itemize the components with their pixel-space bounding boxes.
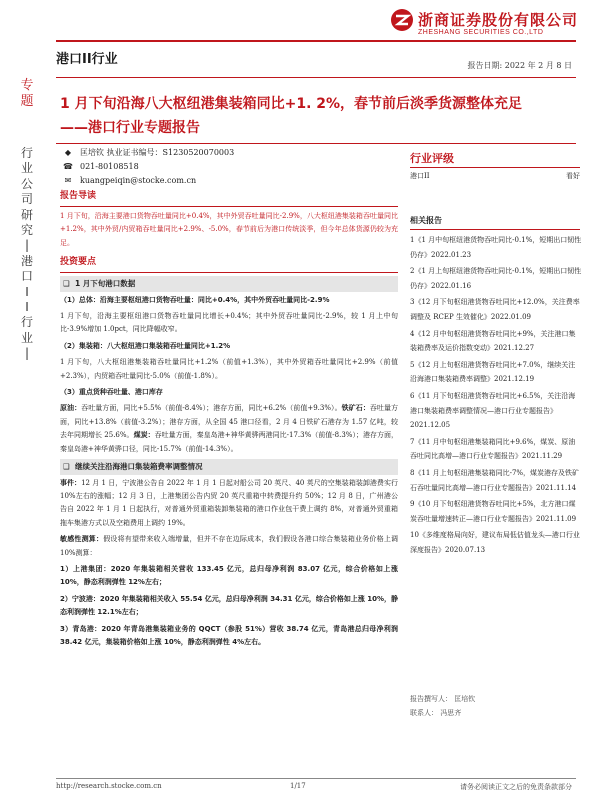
cargo-heading: （3）重点货种吞吐量、港口库存: [60, 388, 163, 397]
page-number: 1/17: [290, 782, 306, 790]
cargo-text: 原油：吞吐量方面，同比+5.5%（前值-8.4%）；港存方面，同比+6.2%（前值+9.3%）。铁矿石：吞吐量方面，同比+13.8%（前值-3.2%）；港存方面，从全国 45 港口径看，2 月 4 日铁矿石港存为 1.57 亿吨，较去年同期增长 25.6%。煤炭：吞吐量方面，秦皇岛港+神华黄骅两港同比-17.3%（前值-8.3%）；港存方面，秦皇岛港+神华黄骅口径，同比-15.7%（前值-14.3%）。: [60, 404, 399, 453]
rating-sector: 港口II: [410, 172, 430, 180]
related-report-item[interactable]: 6《11 月下旬枢纽港货物吞吐同比+6.5%，关注沿海港口集装箱费率调整情况—港口行业专题报告》2021.12.05: [410, 391, 576, 430]
rating-rule: [410, 167, 580, 168]
phone-icon: ☎: [63, 162, 73, 171]
report-contact: 联系人： 冯思齐: [410, 709, 462, 717]
title-rule: [56, 143, 576, 144]
header-divider: [56, 77, 576, 78]
related-rule: [410, 229, 580, 230]
logo-mark-icon: [390, 8, 414, 32]
report-authors: [410, 692, 580, 720]
sensitivity-item-shanghai: 1）上港集团：2020 年集装箱相关营收 133.45 亿元，总归母净利润 83.07 亿元，综合价格如上涨 10%，静态利润弹性 12%左右；: [60, 564, 398, 587]
industry-tag: 港口II行业: [56, 52, 118, 67]
report-body: [60, 190, 398, 652]
section-rule: [60, 272, 398, 273]
container-heading: （2）集装箱：八大枢纽港口集装箱吞吐量同比+1.2%: [60, 341, 231, 350]
footer-website[interactable]: http://research.stocke.com.cn: [56, 782, 162, 790]
section-rule: [60, 206, 398, 207]
total-throughput-heading: （1）总体：沿海主要枢纽港口货物吞吐量：同比+0.4%，其中外贸吞吐量同比-2.9%: [60, 295, 330, 304]
footer-rule: [56, 778, 576, 779]
section-fee-adjustment: ❑ 继续关注沿海港口集装箱费率调整情况: [60, 459, 398, 474]
related-report-item[interactable]: 3《12 月下旬枢纽港货物吞吐同比+12.0%，关注费率调整及 RCEP 生效催化》2022.01.09: [410, 298, 580, 321]
analyst-info: [62, 146, 234, 188]
analyst-phone: 021-80108518: [80, 162, 139, 171]
person-icon: ◆: [64, 148, 72, 157]
related-report-item[interactable]: 9《10 月下旬枢纽港货物吞吐同比+5%，北方港口煤炭吞吐量增速转正—港口行业专题报告》2021.11.09: [410, 500, 577, 523]
rating-row: [410, 171, 580, 181]
report-title: [60, 92, 590, 140]
investment-heading: 投资要点: [60, 257, 97, 268]
related-report-item[interactable]: 1《1 月中旬枢纽港货物吞吐同比-0.1%，短期出口韧性仍存》2022.01.23: [410, 236, 582, 259]
footer-disclaimer: 请务必阅读正文之后的免责条款部分: [460, 783, 572, 791]
brand-name-en: ZHESHANG SECURITIES CO.,LTD: [418, 29, 544, 36]
summary-heading: 报告导读: [60, 191, 97, 201]
related-report-item[interactable]: 7《11 月中旬枢纽港集装箱同比+9.6%，煤炭、原油吞吐同比高增—港口行业专题报告》2021.11.29: [410, 437, 576, 461]
sensitivity-text: 敏感性测算：假设将有望带来收入端增量，但并不存在边际成本，我们假设各港口综合集装箱业务价格上调 10%测算：: [60, 535, 399, 557]
event-text: 事件：12 月 1 日，宁波港公告自 2022 年 1 月 1 日起对船公司 20 英尺、40 英尺的空集装箱装卸港费实行 10%左右的涨幅；12 月 3 日，上港集团公告内贸 20 英尺重箱中转费提升约 50%；12 月 8 日，广州港公告自 2022 年 1 月 1 日起执行，对普通外贸重箱装卸集装箱的港口作业包干费上调约 8%，对普通外贸重箱拖车集港方式以及空箱费用上调约 19%。: [60, 478, 398, 527]
related-report-item[interactable]: 2《1 月上旬枢纽港货物吞吐同比-0.1%，短期出口韧性仍存》2022.01.16: [410, 267, 582, 290]
rating-value: 看好: [566, 172, 580, 180]
section-port-data: ❑ 1 月下旬港口数据: [60, 276, 398, 291]
report-date: 报告日期: 2022 年 2 月 8 日: [467, 61, 572, 70]
related-reports-title: 相关报告: [410, 216, 442, 225]
brand-name-cn: 浙商证券股份有限公司: [418, 11, 579, 29]
rating-title: 行业评级: [410, 152, 454, 165]
related-report-item[interactable]: 5《12 月上旬枢纽港货物吞吐同比+7.0%，继续关注沿海港口集装箱费率调整》2021.12.19: [410, 360, 576, 384]
related-report-item[interactable]: 10《多维度格局向好，建议布局低估值龙头—港口行业深度报告》2020.07.13: [410, 531, 580, 554]
title-subtitle: ——港口行业专题报告: [60, 120, 200, 136]
side-label-category: 行 业 公 司 研 究 | 港 口 I I 行 业 |: [20, 146, 33, 361]
sensitivity-item-qingdao: 3）青岛港：2020 年青岛港集装箱业务的 QQCT（参股 51%）营收 38.74 亿元，青岛港总归母净利润 38.42 亿元，集装箱价格如上涨 10%，静态利润弹性 4%左右。: [60, 624, 398, 646]
report-author: 报告撰写人： 匡培钦: [410, 695, 476, 703]
analyst-name: 匡培钦 执业证书编号：S1230520070003: [80, 148, 235, 157]
sensitivity-item-ningbo: 2）宁波港：2020 年集装箱相关收入 55.54 亿元，总归母净利润 34.31 亿元，综合价格如上涨 10%，静态利润弹性 12.1%左右；: [60, 594, 399, 617]
related-report-item[interactable]: 8《11 月上旬枢纽港集装箱同比-7%，煤炭港存及铁矿石吞吐量同比高增—港口行业专题报告》2021.11.14: [410, 468, 580, 492]
analyst-email[interactable]: kuangpeiqin@stocke.com.cn: [80, 176, 197, 185]
container-text: 1 月下旬，八大枢纽港集装箱吞吐量同比+1.2%（前值+1.3%），其中外贸箱吞吐量同比+2.9%（前值+2.3%），内贸箱吞吐量同比-5.0%（前值-1.8%）。: [60, 358, 398, 380]
related-reports-list: [410, 233, 582, 559]
email-icon: ✉: [64, 176, 72, 185]
header-rule: [56, 40, 576, 42]
side-label-topic: 专 题: [20, 78, 34, 109]
total-throughput-text: 1 月下旬，沿海主要枢纽港口货物吞吐量同比增长+0.4%；其中外贸吞吐量同比-2.9%，较 1 月上中旬比-3.9%增加 1.0pct，同比降幅收窄。: [60, 312, 398, 334]
summary-text: 1 月下旬，沿海主要港口货物吞吐量同比+0.4%，其中外贸吞吐量同比-2.9%，八大枢纽港集装箱吞吐量同比+1.2%，其中外贸/内贸箱吞吐量同比+2.9%、-5.0%，春节前后为港口传统淡季，但今年总体货源仍较为充足。: [60, 212, 398, 247]
related-report-item[interactable]: 4《12 月中旬枢纽港货物吞吐同比+9%，关注港口集装箱费率及运价指数变动》2021.12.27: [410, 329, 576, 353]
title-main: 1 月下旬沿海八大枢纽港集装箱同比+1. 2%，春节前后淡季货源整体充足: [60, 96, 523, 112]
